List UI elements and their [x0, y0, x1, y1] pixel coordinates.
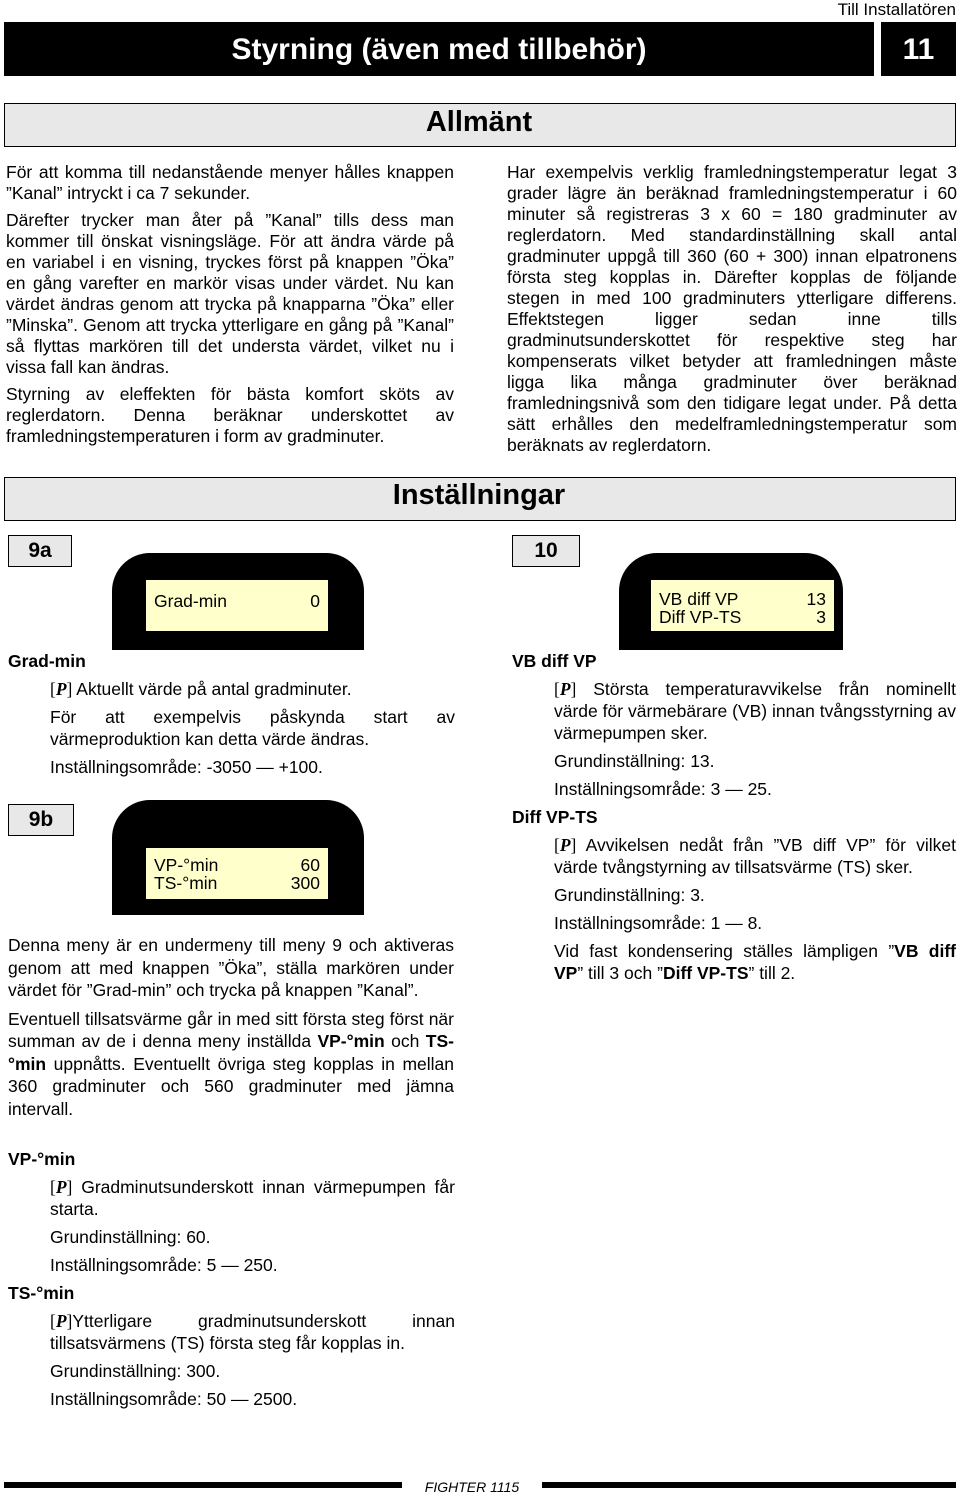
param-desc: [P]Ytterligare gradminutsunderskott innan tillsatsvärmens (TS) första steg får kopplas in. [50, 1311, 455, 1353]
display-key: VP-°min [154, 855, 219, 875]
display-value: 3 [816, 607, 826, 627]
param-range: Inställningsområde: 50 — 2500. [50, 1389, 298, 1409]
section-title-installningar: Inställningar [392, 479, 566, 511]
p-mark: P [55, 1177, 67, 1197]
param-desc-text: Aktuellt värde på antal gradminuter. [76, 679, 352, 699]
p-mark: P [55, 1311, 67, 1331]
param-title-grad-min: Grad-min [8, 651, 86, 671]
text-run: och [384, 1031, 426, 1051]
display-row [146, 592, 328, 610]
param-default: Grundinställning: 3. [554, 885, 705, 905]
param-body-vp-min [50, 1176, 455, 1282]
param-desc: [P] Gradminutsunderskott innan värmepumpen får starta. [50, 1177, 455, 1219]
display-value: 60 [300, 855, 320, 875]
param-body-ts-min [50, 1310, 455, 1416]
menu-tag-10: 10 [512, 535, 580, 567]
param-desc-text: Största temperaturavvikelse från nominellt värde för värmebärare (VB) innan tvångsstyrning av värmepumpen sker. [554, 679, 956, 743]
param-title-vb-diff-vp: VB diff VP [512, 651, 597, 671]
text-bold: TS-°min [8, 1031, 454, 1074]
menu-9b-description [8, 934, 454, 1126]
display-row [146, 856, 328, 874]
p-mark: P [55, 679, 67, 699]
param-range: Inställningsområde: 5 — 250. [50, 1255, 278, 1275]
display-value: 13 [806, 589, 826, 609]
param-title-ts-min: TS-°min [8, 1283, 75, 1303]
text-run: Vid fast kondensering ställes lämpligen ” [554, 941, 895, 961]
menu-9b-text: Denna meny är en undermeny till meny 9 och aktiveras genom att med knappen ”Öka”, ställa markören under värdet för ”Grad-min” och trycka på knappen ”Kanal”. [8, 935, 454, 1000]
intro-paragraph: Därefter trycker man åter på ”Kanal” tills dess man kommer till önskat visningsläge. För att ändra värde på en variabel i en visning, tryckes först på knappen ”Öka” en gång varefter en markör visas under värdet. Nu kan värdet ändras genom att trycka på knapparna ”Öka” eller ”Minska”. Genom att trycka ytterligare en gång på ”Kanal” så flyttas markören till det understa värdet, vilket nu i vissa fall kan ändras. [6, 210, 454, 377]
param-body-grad-min [50, 678, 455, 784]
intro-paragraph: Har exempelvis verklig framledningstemperatur legat 3 grader lägre än beräknad framledningstemperatur i 60 minuter så registreras 3 x 60 = 180 gradminuter av reglerdatorn. Med standardinställning skall antal gradminuter uppgå till 360 (60 + 300) innan elpatronens första steg kopplas in. Därefter kopplas de följande stegen in med 100 gradminuters ytterligare differens. Effektstegen ligger sedan inne tills gradminutsunderskottet för respektive steg har kompenserats vilket betyder att framledningen måste ligga lika många gradminuter över beräknad framledningsnivå som den tidigare legat under. På detta sätt erhålles den medelframledningstemperatur som beräknats av reglerdatorn. [507, 162, 957, 455]
param-default: Grundinställning: 300. [50, 1361, 221, 1381]
param-desc: [P] Största temperaturavvikelse från nominellt värde för värmebärare (VB) innan tvångsstyrning av värmepumpen sker. [554, 679, 956, 743]
text-bold: Diff VP-TS [662, 963, 749, 983]
display-key: Grad-min [154, 591, 227, 611]
footer-rule-left [4, 1482, 402, 1488]
display-key: Diff VP-TS [659, 607, 742, 627]
display-key: TS-°min [154, 873, 218, 893]
intro-paragraph: Styrning av eleffekten för bästa komfort sköts av reglerdatorn. Denna beräknar underskottet av framledningstemperaturen i form av gradminuter. [6, 384, 454, 446]
param-desc: [P] Avvikelsen nedåt från ”VB diff VP” för vilket värde tvångstyrning av tillsatsvärme (TS) sker. [554, 835, 956, 877]
param-title-vp-min: VP-°min [8, 1149, 76, 1169]
param-body-diff-vp-ts [554, 834, 956, 990]
display-value: 0 [310, 591, 320, 611]
p-mark: P [559, 679, 571, 699]
param-range: Inställningsområde: 1 — 8. [554, 913, 763, 933]
intro-paragraph: För att komma till nedanstående menyer hålles knappen ”Kanal” intryckt i ca 7 sekunder. [6, 162, 454, 203]
display-row [651, 608, 834, 626]
text-bold: VB diff VP [554, 941, 956, 983]
running-head: Till Installatören [837, 0, 956, 19]
text-bold: VP-°min [317, 1031, 385, 1051]
display-row [146, 874, 328, 892]
display-screen-9b [146, 848, 328, 899]
intro-left-column [6, 162, 454, 453]
param-note [554, 940, 956, 984]
param-desc-text: Ytterligare gradminutsunderskott innan tillsatsvärmens (TS) första steg får kopplas in. [50, 1311, 455, 1353]
display-row [651, 590, 834, 608]
text-run: Eventuell tillsatsvärme går in med sitt första steg först när summan av de i denna meny inställda [8, 1008, 454, 1051]
param-body-vb-diff-vp [554, 678, 956, 806]
page-title: Styrning (även med tillbehör) [231, 33, 647, 66]
footer-product-name: FIGHTER 1115 [424, 1479, 520, 1495]
text-run: ” till 2. [748, 963, 796, 983]
param-default: Grundinställning: 13. [554, 751, 715, 771]
text-run: ” till 3 och ” [577, 963, 663, 983]
menu-9b-text [8, 1008, 454, 1121]
param-extra: För att exempelvis påskynda start av värmeproduktion kan detta värde ändras. [50, 707, 455, 749]
display-value: 300 [290, 873, 320, 893]
p-mark: P [559, 835, 571, 855]
param-range: Inställningsområde: -3050 — +100. [50, 757, 323, 777]
intro-right-column [507, 162, 957, 462]
display-key: VB diff VP [659, 589, 739, 609]
menu-tag-9b: 9b [8, 804, 74, 836]
param-desc-text: Gradminutsunderskott innan värmepumpen får starta. [50, 1177, 455, 1219]
footer-rule-right [542, 1482, 956, 1488]
param-desc: [P] Aktuellt värde på antal gradminuter. [50, 679, 352, 699]
param-range: Inställningsområde: 3 — 25. [554, 779, 772, 799]
menu-tag-9a: 9a [8, 535, 72, 567]
section-title-allmant: Allmänt [425, 106, 533, 138]
text-run: uppnåtts. Eventuellt övriga steg kopplas in mellan 360 gradminuter och 560 gradminuter med jämna intervall. [8, 1053, 454, 1119]
display-screen-10 [651, 580, 834, 631]
page-number: 11 [881, 22, 956, 76]
param-default: Grundinställning: 60. [50, 1227, 211, 1247]
param-title-diff-vp-ts: Diff VP-TS [512, 807, 598, 827]
param-desc-text: Avvikelsen nedåt från ”VB diff VP” för vilket värde tvångstyrning av tillsatsvärme (TS) sker. [554, 835, 956, 877]
display-screen-9a [146, 580, 328, 631]
